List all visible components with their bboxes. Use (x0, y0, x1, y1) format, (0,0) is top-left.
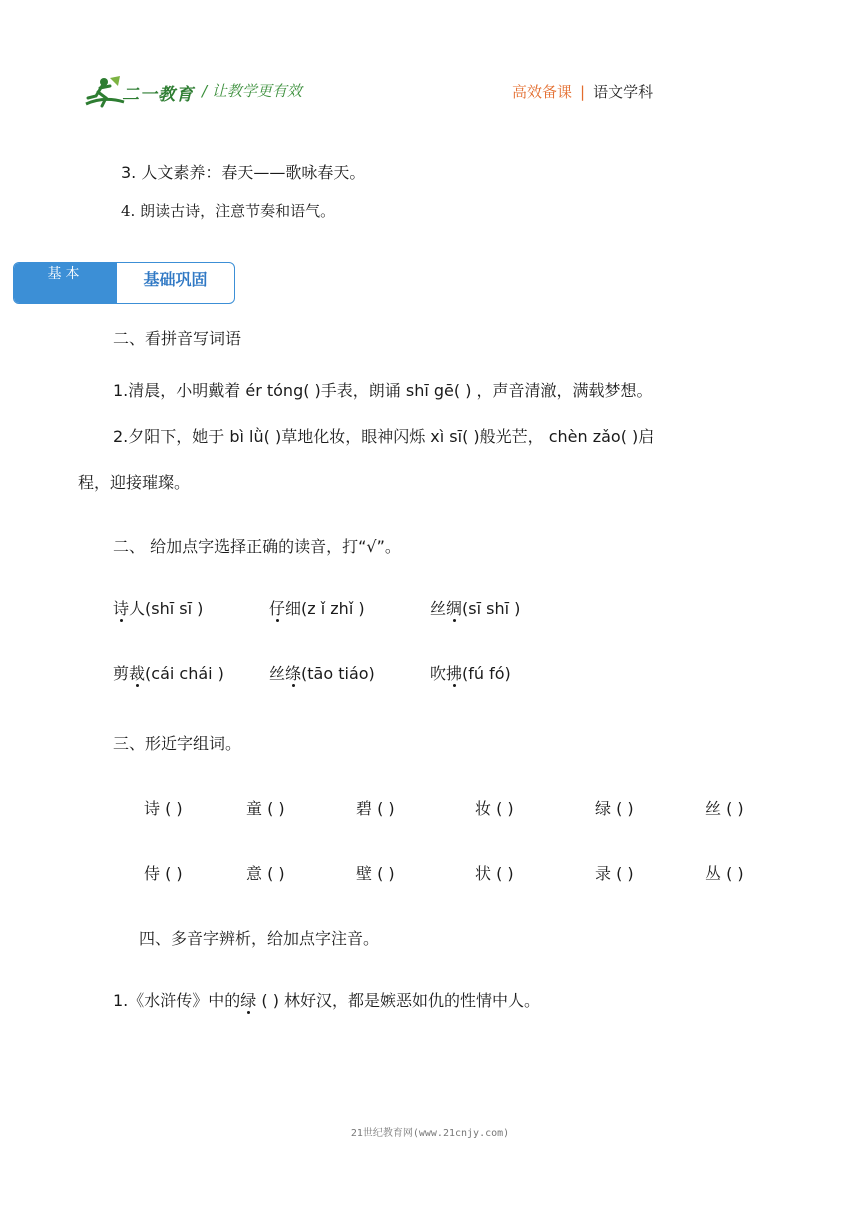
reading-item: 吹拂(fú fó) (430, 664, 511, 683)
word-item: 意 ( ) (246, 864, 285, 883)
slogan: / 让教学更有效 (202, 82, 302, 100)
footer-source: 21世纪教育网(www.21cnjy.com) (350, 1128, 510, 1139)
header-subject: 语文学科 (593, 83, 654, 101)
logo-text: 二一教育 (122, 85, 194, 105)
section-badge (13, 262, 235, 304)
word-item: 诗 ( ) (144, 799, 183, 818)
header-separator: | (580, 83, 586, 101)
reading-item: 丝绦(tāo tiáo) (269, 664, 375, 683)
header-subject-tag: 高效备课 (512, 83, 573, 101)
question-1: 1.清晨，小明戴着 ér tóng( )手表，朗诵 shī gē( ) ，声音清澈，满载梦想。 (113, 381, 653, 400)
word-item: 状 ( ) (475, 864, 514, 883)
word-item: 童 ( ) (246, 799, 285, 818)
reading-item: 剪裁(cái chái ) (113, 664, 224, 683)
word-item: 录 ( ) (595, 864, 634, 883)
word-item: 妆 ( ) (475, 799, 514, 818)
word-item: 侍 ( ) (144, 864, 183, 883)
section-title-polyphone: 四、多音字辨析，给加点字注音。 (139, 929, 380, 948)
word-item: 壁 ( ) (356, 864, 395, 883)
question-2-cont: 程，迎接璀璨。 (78, 473, 191, 492)
reading-item: 诗人(shī sī ) (113, 599, 204, 618)
word-item: 碧 ( ) (356, 799, 395, 818)
section-title-pinyin: 二、看拼音写词语 (113, 329, 242, 348)
reading-item: 丝绸(sī shī ) (430, 599, 521, 618)
word-item: 绿 ( ) (595, 799, 634, 818)
badge-left: 基本 (14, 263, 117, 303)
header-right (512, 81, 653, 102)
polyphone-question-1: 1.《水浒传》中的绿 ( ) 林好汉，都是嫉恶如仇的性情中人。 (113, 991, 541, 1010)
goal-item-3: 3. 人文素养：春天——歌咏春天。 (121, 163, 366, 182)
section-title-similar-chars: 三、形近字组词。 (113, 734, 242, 753)
badge-right: 基础巩固 (143, 270, 208, 289)
question-2: 2.夕阳下，她于 bì lǜ( )草地化妆，眼神闪烁 xì sī( )般光芒， chèn zǎo( )启 (113, 427, 655, 446)
word-item: 丛 ( ) (705, 864, 744, 883)
goal-item-4: 4. 朗读古诗，注意节奏和语气。 (121, 202, 336, 220)
reading-item: 仔细(z ǐ zhǐ ) (269, 599, 365, 618)
section-title-reading: 二、 给加点字选择正确的读音，打“√”。 (113, 537, 401, 556)
word-item: 丝 ( ) (705, 799, 744, 818)
